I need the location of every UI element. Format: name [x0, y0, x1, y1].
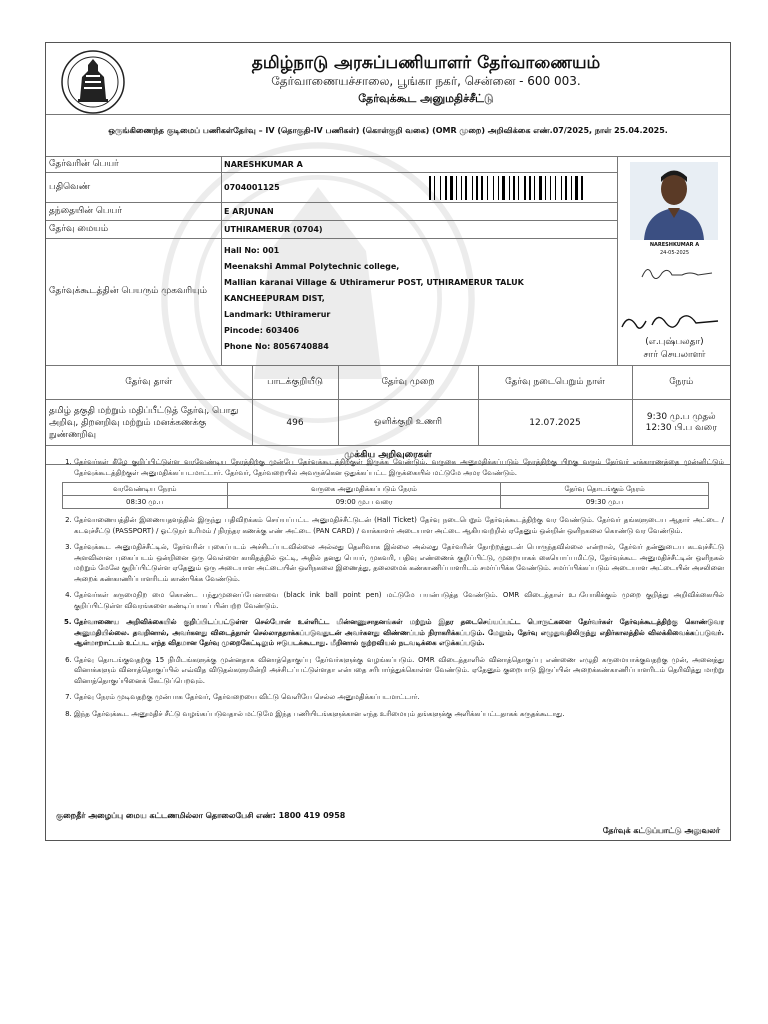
instruction-item — [74, 457, 730, 509]
candidate-name-label: தேர்வரின் பெயர் — [46, 157, 222, 173]
venue-line: Pincode: 603406 — [224, 326, 300, 335]
candidate-name: NARESHKUMAR A — [222, 157, 617, 173]
instructions-list — [58, 457, 730, 725]
instruction-item: 8. இந்த தேர்வுக்கூட அனுமதிச் சீட்டு வழங்கப்படுவதால் மட்டுமே இந்த பணியிடங்களுக்கான எந்த உரிமையும் தங்களுக்கு அளிக்கப்பட்டதாகக் கருதக்கூடாது. — [74, 709, 730, 720]
father-name-label: தந்தையின் பெயர் — [46, 203, 222, 221]
candidate-photo — [630, 162, 718, 240]
venue-line: Phone No: 8056740884 — [224, 342, 329, 351]
venue-line: Mallian karanai Village & Uthiramerur POST, UTHIRAMERUR TALUK — [224, 278, 524, 287]
signatory-name: (எ.புஷ்பலதா) — [645, 337, 704, 347]
notification-text: ஒருங்கிணைந்த குடிமைப் பணிகள்தேர்வு – IV (தொகுதி-IV பணிகள்) (கொள்குறி வகை) (OMR முறை) அறிவிக்கை எண்.07/2025, நாள் 25.04.2025. — [46, 115, 730, 157]
timing-col-start: தேர்வு தொடங்கும் நேரம் — [501, 483, 709, 496]
officer-signature — [618, 307, 731, 337]
exam-time-from: 9:30 மு.ப முதல் — [646, 411, 716, 422]
venue-line: Landmark: Uthiramerur — [224, 310, 331, 319]
instruction-item: 2. தேர்வாணையத்தின் இணையதளத்தில் இருந்து பதிவிறக்கம் செய்யப்பட்ட அனுமதிச்சீட்டுடன் (Hall Ticket) தேர்வு நடைபெறும் தேர்வுக்கூடத்திற்கு வர வேண்டும். தேர்வர் தங்களுடைய ஆதார் அட்டை / கடவுச்சீட்டு (PASSPORT) / ஓட்டுநர் உரிமம் / நிரந்தர கணக்கு எண் அட்டை (PAN CARD) / வாக்காளர் அடையாள அட்டை ஆகியவற்றில் ஏதேனும் ஒன்றின் ஒளிநகலை கொண்டு வர வேண்டும். — [74, 515, 730, 536]
signatory-role: சார் செயலாளர் — [643, 350, 706, 360]
timing-report: 08:30 மு.ப — [63, 496, 228, 509]
helpline-number: குறைதீர் அழைப்பு மைய கட்டணமில்லா தொலைபேசி எண்: 1800 419 0958 — [56, 811, 346, 820]
photo-signature-panel — [617, 157, 730, 365]
col-code: பாடக்குறியீடு — [252, 366, 338, 400]
exam-subject: தமிழ் தகுதி மற்றும் மதிப்பீட்டுத் தேர்வு, பொது அறிவு, திறனறிவு மற்றும் மனக்கணக்கு நுண்ணறிவு — [46, 400, 252, 446]
document-title: தேர்வுக்கூட அனுமதிச்சீட்டு — [358, 92, 494, 105]
register-barcode — [429, 176, 615, 200]
tn-government-emblem — [60, 49, 126, 115]
photo-caption-name: NARESHKUMAR A — [649, 242, 700, 248]
register-number-value: 0704001125 — [224, 183, 280, 192]
organisation-name: தமிழ்நாடு அரசுப்பணியாளர் தேர்வாணையம் — [251, 53, 601, 73]
exam-date: 12.07.2025 — [478, 400, 632, 446]
venue-line: Hall No: 001 — [224, 246, 280, 255]
instruction-item: 4. தேர்வர்கள் கருமைநிற மை கொண்ட பந்துமுனைப்பேனாவை (black ink ball point pen) மட்டுமே பயன்படுத்த வேண்டும். OMR விடைத்தாள் உபயோகிக்கும் முறை குறித்து அறிவிக்கையில் குறிப்பிட்டுள்ள விவரங்களை கண்டிப்பாகப் பின்பற்ற வேண்டும். — [74, 590, 730, 611]
exam-centre-label: தேர்வு மையம் — [46, 221, 222, 239]
exam-time — [632, 400, 730, 446]
venue-line: KANCHEEPURAM DIST, — [224, 294, 325, 303]
instruction-text: தேர்வர்கள் கீழே குறிப்பிட்டுள்ள வரவேண்டிய நேரத்திற்கு முன்பே தேர்வுக்கூடத்திற்குள் இருக்க வேண்டும். வருகை அனுமதிக்கப்படும் நேரத்திற்கு பிறகு வரும் தேர்வர் எக்காரணத்தை முன்னிட்டும் தேர்வுக்கூடத்திற்குள் அனுமதிக்கப்படமாட்டார். தேர்வர், தேர்வறையில் அவருக்கென ஒதுக்கப்பட்ட இருக்கையில் மட்டுமே அமர வேண்டும். — [74, 458, 724, 477]
table-row — [46, 400, 730, 446]
photo-caption-date: 24-05-2025 — [659, 250, 690, 256]
organisation-address: தேர்வாணையச்சாலை, பூங்கா நகர், சென்னை - 600 003. — [271, 74, 581, 88]
timing-table — [62, 482, 709, 509]
venue-address — [222, 239, 617, 365]
venue-label: தேர்வுக்கூடத்தின் பெயரும் முகவரியும் — [46, 239, 222, 365]
header — [46, 43, 730, 115]
col-date: தேர்வு நடைபெறும் நாள் — [478, 366, 632, 400]
instructions-heading: முக்கிய அறிவுரைகள் — [46, 445, 730, 465]
exam-centre: UTHIRAMERUR (0704) — [222, 221, 617, 239]
venue-line: Meenakshi Ammal Polytechnic college, — [224, 262, 400, 271]
father-name: E ARJUNAN — [222, 203, 617, 221]
controller-designation: தேர்வுக் கட்டுப்பாட்டு அலுவலர் — [602, 826, 720, 835]
timing-entry: 09:00 மு.ப வரை — [227, 496, 501, 509]
hall-ticket — [45, 42, 731, 841]
exam-code: 496 — [252, 400, 338, 446]
timing-col-report: வரவேண்டிய நேரம் — [63, 483, 228, 496]
exam-table-header — [46, 366, 730, 400]
instruction-item: 3. தேர்வுக்கூட அனுமதிச்சீட்டில், தேர்வரின் புகைப்படம் அச்சிடப்படவில்லை அல்லது தெளிவாக இல்லை அல்லது தேர்வரின் தோற்றத்துடன் பொருந்தவில்லை என்றால், தேர்வர் தன்னுடைய கடவுச்சீட்டு அளவிலான புகைப்படம் ஒன்றினை ஒரு வெள்ளை காகிதத்தில் ஒட்டி, அதில் தனது பெயர், முகவரி, பதிவு எண்ணைக் குறிப்பிட்டு, முறையாகக் கையொப்பமிட்டு, தேர்வுக்கூட அனுமதிச்சீட்டின் ஒளிநகல் மற்றும் மேலே குறிப்பிட்டுள்ள ஏதேனும் ஒரு அடையாள அட்டையின் ஒளிநகலை இணைத்து, தலைமைக் கண்காணிப்பாளரிடம் சமர்ப்பிக்க வேண்டும். சமர்ப்பிக்கப்படும் அடையாள அட்டையின் அசலினை அறைக் கண்காணிப்பாளரிடம் காண்பிக்க வேண்டும். — [74, 542, 730, 584]
instruction-item: 7. தேர்வு நேரம் முடிவதற்கு முன்பாக தேர்வர், தேர்வறையை விட்டு வெளியே செல்ல அனுமதிக்கப்படமாட்டார். — [74, 692, 730, 703]
timing-col-entry: வருகை அனுமதிக்கப்படும் நேரம் — [227, 483, 501, 496]
instruction-item: 5. தேர்வாணைய அறிவிக்கையில் குறிப்பிடப்பட்டுள்ள செல்போன் உள்ளிட்ட மின்னணுசாதனங்கள் மற்றும் இதர தடைசெய்யப்பட்ட பொருட்களை தேர்வர்கள் தேர்வுக்கூடத்திற்கு கொண்டுவர அனுமதியில்லை. தவறினால், அவர்களது விடைத்தாள் செல்லாததாக்கப்படுவதுடன் அவர்களது விண்ணப்பம் நிராகரிக்கப்படும். மேலும், தேர்வு எழுதுவதிலிருந்து எதிர்காலத்தில் விலக்கிவைக்கப்படுவர். ஆள்மாறாட்டம் உட்பட எந்த விதமான தேர்வு முறைகேட்டிலும் ஈடுபடக்கூடாது. மீறினால் குற்றவியல் நடவடிக்கை எடுக்கப்படும். — [74, 617, 730, 649]
exam-mode: ஒளிக்குறி உணரி — [338, 400, 478, 446]
timing-start: 09:30 மு.ப — [501, 496, 709, 509]
exam-time-to: 12:30 பி.ப வரை — [645, 422, 717, 433]
register-number-label: பதிவெண் — [46, 173, 222, 203]
col-mode: தேர்வு முறை — [338, 366, 478, 400]
instruction-item: 6. தேர்வு தொடங்குவதற்கு 15 நிமிடங்களுக்கு முன்னதாக வினாத்தொகுப்பு தேர்வர்களுக்கு வழங்கப்படும். OMR விடைத்தாளில் வினாத்தொகுப்பு எண்ணை எழுதி கருமையாக்குவதற்கு முன், அனைத்து வினாக்களும் வினாத்தொகுப்பில் எவ்வித விடுதல்களுமின்றி அச்சிடப்பட்டுள்ளதா என்பதை சரிபார்த்துக்கொள்ள வேண்டும். ஏதேனும் குறைபாடு இருப்பின் அறைக்கண்காணிப்பாளரிடம் தெரிவித்து மாற்று வினாத்தொகுப்பினைக் கேட்டுப்பெறவும். — [74, 655, 730, 687]
candidate-signature — [638, 261, 718, 285]
col-paper: தேர்வு தாள் — [46, 366, 252, 400]
exam-details-table — [46, 365, 730, 446]
col-time: நேரம் — [632, 366, 730, 400]
